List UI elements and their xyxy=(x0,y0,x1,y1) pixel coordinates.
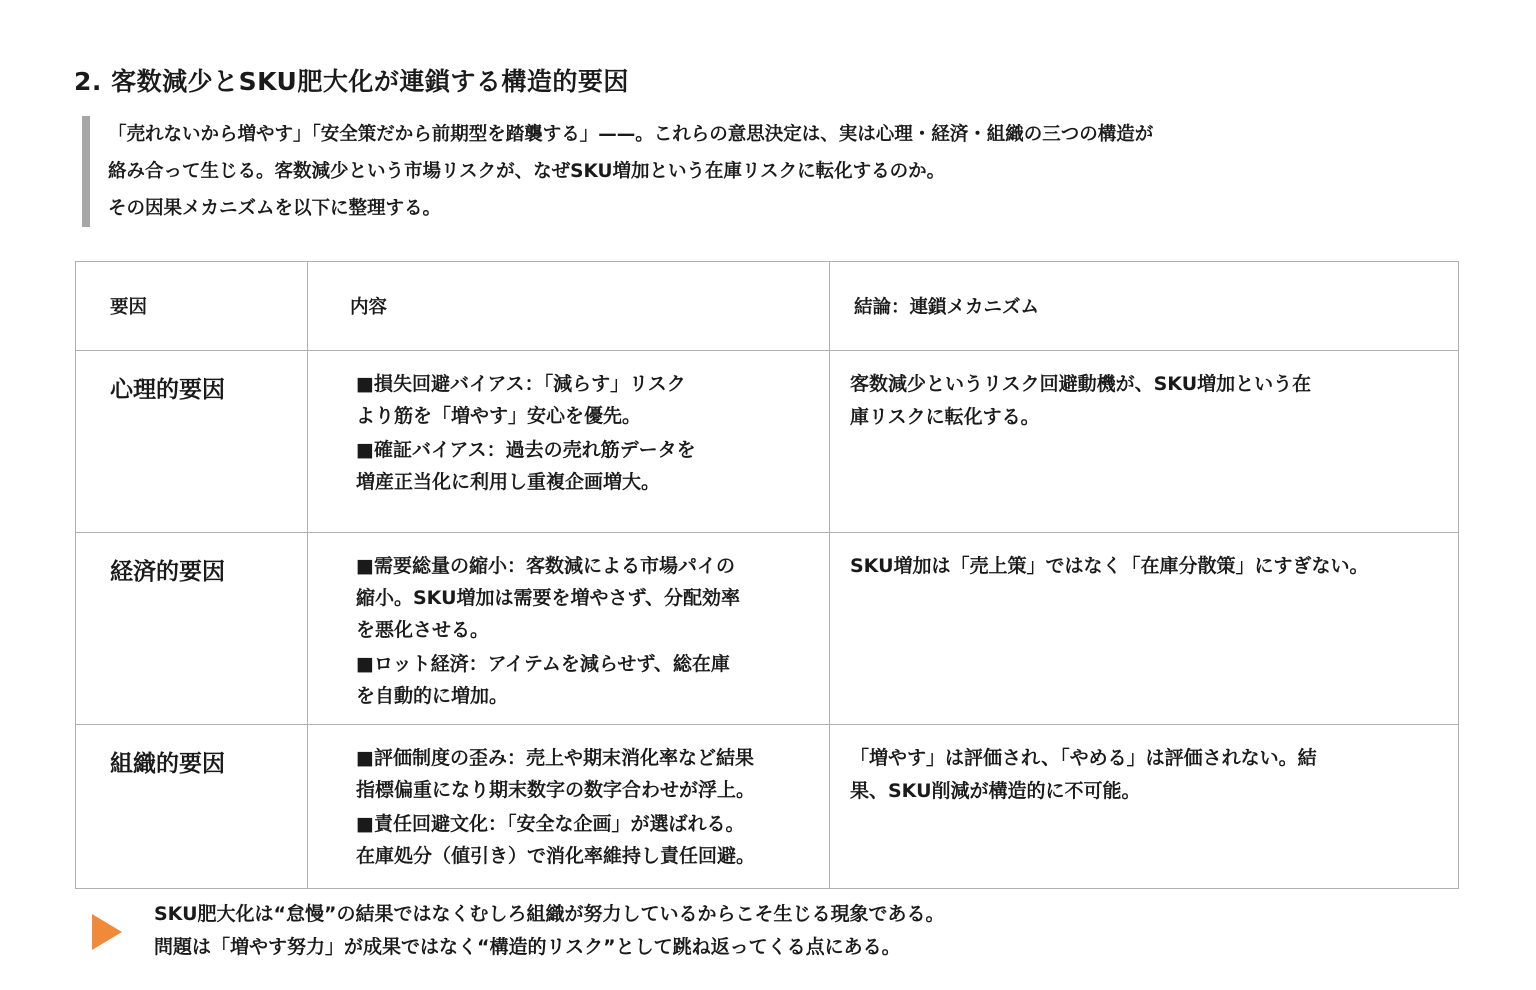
content-cell xyxy=(308,533,830,725)
conclusion-line: 果、SKU削減が構造的に不可能。 xyxy=(850,780,1141,802)
content-cell xyxy=(308,351,830,533)
content-line: 縮小。SKU増加は需要を増やさず、分配効率 xyxy=(356,587,740,609)
conclusion-cell xyxy=(830,725,1459,889)
header-content: 内容 xyxy=(308,262,830,351)
intro-line: 絡み合って生じる。客数減少という市場リスクが、なぜSKU増加という在庫リスクに転化するのか。 xyxy=(108,161,946,182)
content-line: 在庫処分（値引き）で消化率維持し責任回避。 xyxy=(356,845,756,867)
factor-cell: 組織的要因 xyxy=(76,725,308,889)
table-row xyxy=(76,533,1459,725)
factors-table xyxy=(75,261,1459,889)
summary-text xyxy=(154,898,944,964)
content-line: より筋を「増やす」安心を優先。 xyxy=(356,405,642,427)
summary-line: 問題は「増やす努力」が成果ではなく“構造的リスク”として跳ね返ってくる点にある。 xyxy=(154,936,901,958)
table-header-row xyxy=(76,262,1459,351)
factor-cell: 経済的要因 xyxy=(76,533,308,725)
table-row xyxy=(76,351,1459,533)
play-arrow-icon xyxy=(92,914,122,950)
conclusion-line: 庫リスクに転化する。 xyxy=(850,406,1040,428)
content-line: を悪化させる。 xyxy=(356,619,490,641)
content-line: 指標偏重になり期末数字の数字合わせが浮上。 xyxy=(356,779,756,801)
intro-line: その因果メカニズムを以下に整理する。 xyxy=(108,198,442,219)
conclusion-cell xyxy=(830,533,1459,725)
conclusion-line: 客数減少というリスク回避動機が、SKU増加という在 xyxy=(850,373,1312,395)
page-title: 2. 客数減少とSKU肥大化が連鎖する構造的要因 xyxy=(74,67,629,96)
intro-quote xyxy=(82,116,1448,227)
intro-line: 「売れないから増やす」「安全策だから前期型を踏襲する」——。これらの意思決定は、実は心理・経済・組織の三つの構造が xyxy=(108,124,1154,145)
content-line: 増産正当化に利用し重複企画増大。 xyxy=(356,471,661,493)
conclusion-line: SKU増加は「売上策」ではなく「在庫分散策」にすぎない。 xyxy=(850,555,1369,577)
content-item xyxy=(356,808,819,872)
conclusion-cell xyxy=(830,351,1459,533)
content-item xyxy=(356,648,819,712)
content-cell xyxy=(308,725,830,889)
header-factor: 要因 xyxy=(76,262,308,351)
content-line: ■確証バイアス：過去の売れ筋データを xyxy=(356,439,696,461)
content-item xyxy=(356,434,819,498)
content-line: ■損失回避バイアス：「減らす」リスク xyxy=(356,373,686,395)
summary-line: SKU肥大化は“怠慢”の結果ではなくむしろ組織が努力しているからこそ生じる現象である。 xyxy=(154,903,945,925)
table-row xyxy=(76,725,1459,889)
content-line: ■需要総量の縮小：客数減による市場パイの xyxy=(356,555,735,577)
content-item xyxy=(356,550,819,646)
content-line: を自動的に増加。 xyxy=(356,685,509,707)
header-conclusion: 結論：連鎖メカニズム xyxy=(830,262,1459,351)
content-line: ■ロット経済：アイテムを減らせず、総在庫 xyxy=(356,653,730,675)
content-line: ■評価制度の歪み：売上や期末消化率など結果 xyxy=(356,747,754,769)
content-item xyxy=(356,368,819,432)
conclusion-line: 「増やす」は評価され、「やめる」は評価されない。結 xyxy=(850,747,1317,769)
content-line: ■責任回避文化：「安全な企画」が選ばれる。 xyxy=(356,813,745,835)
content-item xyxy=(356,742,819,806)
factor-cell: 心理的要因 xyxy=(76,351,308,533)
